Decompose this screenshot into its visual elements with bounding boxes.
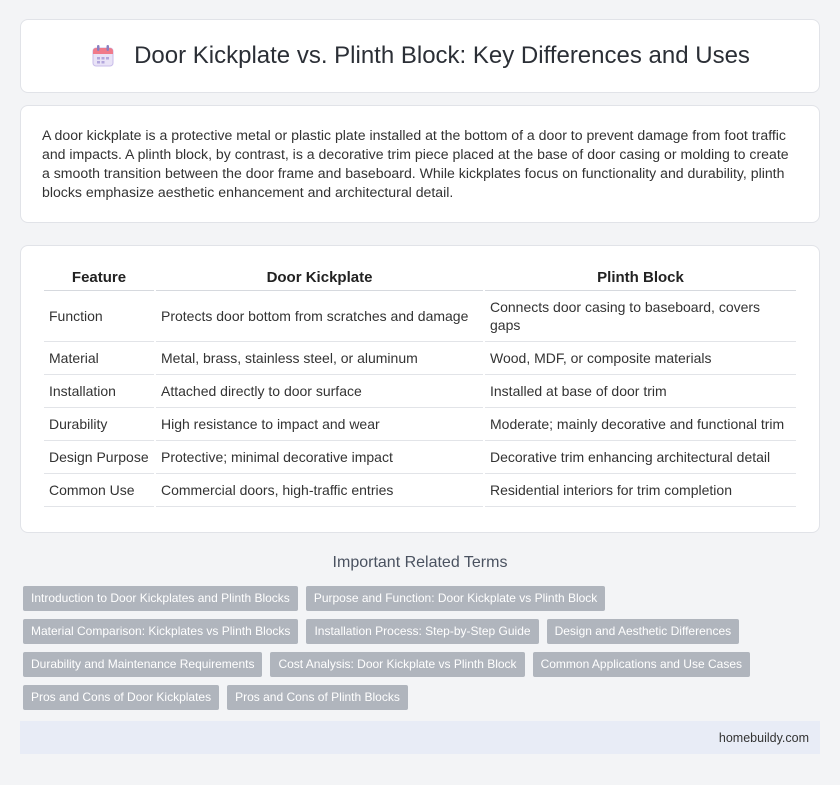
related-terms-title: Important Related Terms [332,554,508,571]
related-term-link[interactable]: Material Comparison: Kickplates vs Plinth Blocks [23,619,298,644]
footer [20,721,820,754]
kickplate-cell: Attached directly to door surface [156,375,483,408]
plinth-cell: Installed at base of door trim [485,375,796,408]
table-row [44,375,796,408]
kickplate-cell: Protective; minimal decorative impact [156,441,483,474]
related-term-link[interactable]: Introduction to Door Kickplates and Plinth Blocks [23,586,298,611]
plinth-cell: Connects door casing to baseboard, covers gaps [485,291,796,342]
related-term-link[interactable]: Design and Aesthetic Differences [547,619,740,644]
table-row [44,441,796,474]
intro-text: A door kickplate is a protective metal or plastic plate installed at the bottom of a door to prevent damage from foot traffic and impacts. A plinth block, by contrast, is a decorative trim piece placed at the base of door casing or molding to create a smooth transition between the door frame and baseboard. While kickplates focus on functionality and durability, plinth blocks emphasize aesthetic enhancement and architectural detail. [42,127,789,200]
plinth-cell: Moderate; mainly decorative and functional trim [485,408,796,441]
related-term-link[interactable]: Pros and Cons of Plinth Blocks [227,685,408,710]
kickplate-cell: High resistance to impact and wear [156,408,483,441]
feature-cell: Installation [44,375,154,408]
related-term-link[interactable]: Cost Analysis: Door Kickplate vs Plinth Block [270,652,524,677]
table-header-row [44,266,796,291]
plinth-cell: Residential interiors for trim completion [485,474,796,507]
footer-site[interactable]: homebuildy.com [718,730,809,745]
table-row [44,291,796,342]
related-term-link[interactable]: Pros and Cons of Door Kickplates [23,685,219,710]
table-row [44,474,796,507]
title-card [20,19,820,93]
related-term-link[interactable]: Common Applications and Use Cases [533,652,750,677]
related-term-link[interactable]: Installation Process: Step-by-Step Guide [306,619,538,644]
related-terms-list [23,586,823,710]
kickplate-cell: Protects door bottom from scratches and damage [156,291,483,342]
table-row [44,342,796,375]
plinth-cell: Wood, MDF, or composite materials [485,342,796,375]
calendar-icon [90,43,116,69]
comparison-table [42,266,798,507]
related-term-link[interactable]: Durability and Maintenance Requirements [23,652,262,677]
comparison-card [20,245,820,533]
header-feature: Feature [44,266,154,291]
feature-cell: Common Use [44,474,154,507]
feature-cell: Function [44,291,154,342]
related-term-link[interactable]: Purpose and Function: Door Kickplate vs Plinth Block [306,586,605,611]
page-title [90,42,750,70]
feature-cell: Durability [44,408,154,441]
kickplate-cell: Metal, brass, stainless steel, or aluminum [156,342,483,375]
feature-cell: Design Purpose [44,441,154,474]
page-title-text: Door Kickplate vs. Plinth Block: Key Differences and Uses [134,42,750,69]
kickplate-cell: Commercial doors, high-traffic entries [156,474,483,507]
table-row [44,408,796,441]
header-door-kickplate: Door Kickplate [156,266,483,291]
header-plinth-block: Plinth Block [485,266,796,291]
plinth-cell: Decorative trim enhancing architectural detail [485,441,796,474]
feature-cell: Material [44,342,154,375]
intro-card [20,105,820,223]
